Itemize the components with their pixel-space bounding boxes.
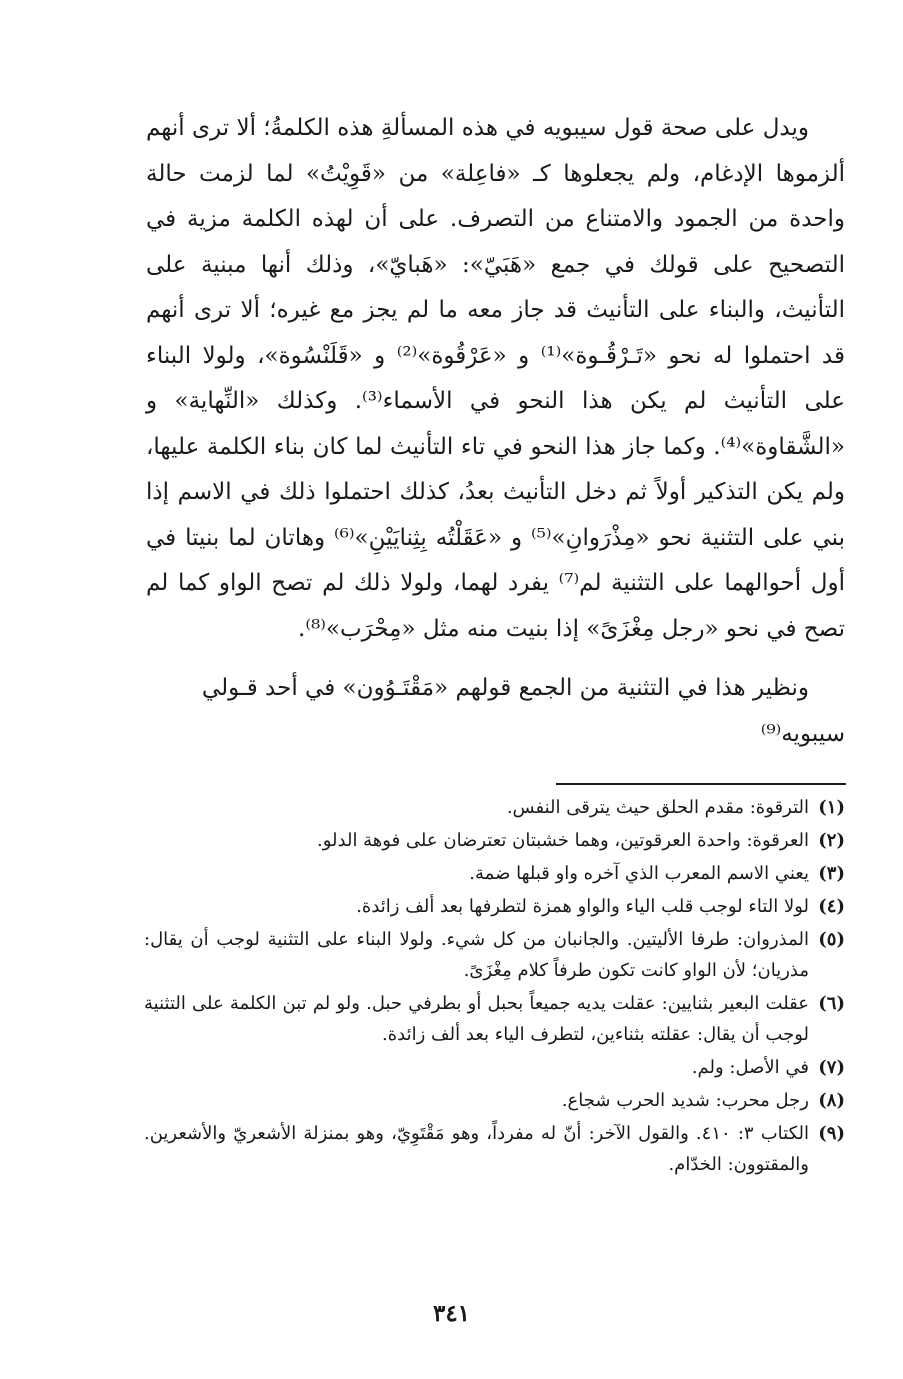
footnote-9 <box>144 1118 845 1180</box>
footnote-6 <box>144 988 845 1050</box>
footnote-number: (٣) <box>818 863 845 884</box>
footnote-text: رجل محرب: شديد الحرب شجاع. <box>561 1090 809 1111</box>
page-number: ٣٤١ <box>432 1300 471 1327</box>
footnote-separator <box>556 783 846 785</box>
footnote-number: (٧) <box>818 1057 845 1078</box>
body-paragraph-1: ويدل على صحة قول سيبويه في هذه المسألةِ هذه الكلمةُ؛ ألا ترى أنهم ألزموها الإدغام، ولم يجعلوها كـ «فاعِلة» من «قَوِيْتُ» لما لزمت حالة واحدة من الجمود والامتناع من التصرف. على أن لهذه الكلمة مزية في التصحيح على قولك في جمع «هَبَيّ»: «هَبايّ»، وذلك أنها مبنية على التأنيث، والبناء على التأنيث قد جاز معه ما لم يجز مع غيره؛ ألا ترى أنهم قد احتملوا له نحو «تَـرْقُـوة»⁽¹⁾ و «عَرْقُوة»⁽²⁾ و «قَلَنْسُوة»، ولولا البناء على التأنيث لم يكن هذا النحو في الأسماء⁽³⁾. وكذلك «النِّهاية» و «الشَّقاوة»⁽⁴⁾. وكما جاز هذا النحو في تاء التأنيث لما كان بناء الكلمة عليها، ولم يكن التذكير أولاً ثم دخل التأنيث بعدُ، كذلك احتملوا ذلك في الاسم إذا بني على التثنية نحو «مِذْرَوانِ»⁽⁵⁾ و «عَقَلْتُه بِثِنايَيْنِ»⁽⁶⁾ وهاتان لما بنيتا في أول أحوالهما على التثنية لم⁽⁷⁾ يفرد لهما، ولولا ذلك لم تصح الواو كما لم تصح في نحو «رجل مِغْزَىً» إذا بنيت منه مثل «مِحْرَب»⁽⁸⁾. <box>146 115 845 642</box>
footnote-5 <box>144 924 845 986</box>
footnote-number: (٤) <box>818 896 845 917</box>
footnote-text: في الأصل: ولم. <box>691 1057 809 1078</box>
footnote-number: (٩) <box>818 1123 845 1144</box>
footnote-3 <box>144 858 845 889</box>
footnote-8 <box>144 1085 845 1116</box>
footnote-text: يعني الاسم المعرب الذي آخره واو قبلها ضمة. <box>469 863 809 884</box>
footnote-text: العرقوة: واحدة العرقوتين، وهما خشبتان تعترضان على فوهة الدلو. <box>317 830 809 851</box>
footnote-number: (٢) <box>818 830 845 851</box>
footnote-number: (٦) <box>818 993 845 1014</box>
footnote-text: الكتاب ٣: ٤١٠. والقول الآخر: أنّ له مفرداً، وهو مَقْتَوِيّ، وهو بمنزلة الأشعريّ والأشعرين. والمقتوون: الخدّام. <box>144 1123 809 1175</box>
footnote-1 <box>144 792 845 823</box>
footnote-number: (٨) <box>818 1090 845 1111</box>
footnote-7 <box>144 1052 845 1083</box>
footnote-text: المذروان: طرفا الأليتين. والجانبان من كل شيء. ولولا البناء على التثنية لوجب أن يقال: مذريان؛ لأن الواو كانت تكون طرفاً كلام مِغْزَىً. <box>144 929 809 981</box>
footnote-4 <box>144 891 845 922</box>
footnotes-section <box>144 792 845 1182</box>
body-paragraph-2: ونظير هذا في التثنية من الجمع قولهم «مَقْتَـوُون» في أحد قـولي سيبويه⁽⁹⁾ <box>201 675 845 747</box>
footnote-text: الترقوة: مقدم الحلق حيث يترقى النفس. <box>506 797 809 818</box>
footnote-2 <box>144 825 845 856</box>
footnote-number: (١) <box>818 797 845 818</box>
footnote-number: (٥) <box>818 929 845 950</box>
main-text-block <box>146 106 845 757</box>
footnote-text: لولا التاء لوجب قلب الياء والواو همزة لتطرفها بعد ألف زائدة. <box>356 896 809 917</box>
footnote-text: عقلت البعير بثنايين: عقلت يديه جميعاً بحبل أو بطرفي حبل. ولو لم تبن الكلمة على التثنية لوجب أن يقال: عقلته بثناءين، لتطرف الياء بعد ألف زائدة. <box>144 993 810 1045</box>
